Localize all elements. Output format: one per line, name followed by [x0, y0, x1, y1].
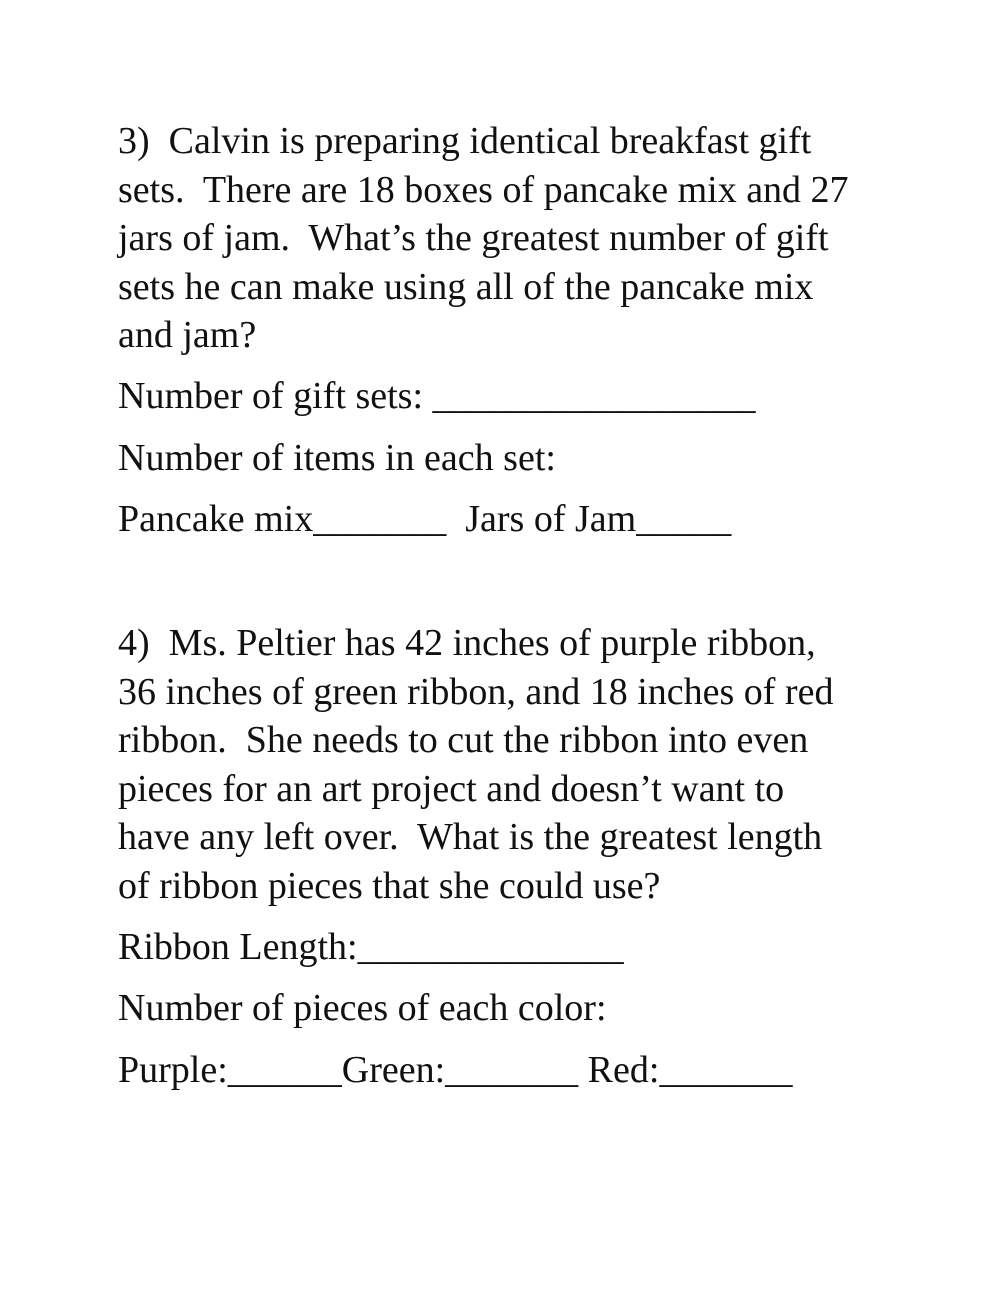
question-line: of ribbon pieces that she could use? [118, 864, 661, 907]
pieces-each-color-row [118, 984, 878, 1033]
red-label: Red: [578, 1048, 660, 1091]
green-label: Green: [341, 1048, 446, 1091]
question-line: 36 inches of green ribbon, and 18 inches of red [118, 670, 834, 713]
ribbon-length-row [118, 923, 878, 972]
color-pieces-row [118, 1046, 878, 1095]
ribbon-length-answer-blank[interactable]: ______________ [357, 925, 624, 968]
gift-sets-answer-blank[interactable]: _________________ [423, 374, 756, 417]
green-answer-blank[interactable]: _______ [445, 1048, 579, 1091]
gift-sets-label: Number of gift sets: [118, 374, 424, 417]
question-line: jars of jam. What’s the greatest number of gift [118, 217, 829, 260]
pancake-mix-label: Pancake mix [118, 498, 314, 541]
ribbon-length-label: Ribbon Length: [118, 925, 358, 968]
question-line: sets. There are 18 boxes of pancake mix and 27 [118, 168, 849, 211]
gift-sets-row [118, 372, 878, 421]
items-each-set-label: Number of items in each set: [118, 436, 556, 479]
problem-4-question [118, 619, 878, 911]
red-answer-blank[interactable]: _______ [659, 1048, 793, 1091]
problem-3 [118, 117, 878, 544]
question-line: sets he can make using all of the pancake mix [118, 265, 814, 308]
jars-of-jam-label: Jars of Jam [446, 498, 637, 541]
items-each-set-row [118, 434, 878, 483]
problem-3-question [118, 117, 878, 360]
question-line: 4) Ms. Peltier has 42 inches of purple ribbon, [118, 622, 816, 664]
question-line: pieces for an art project and doesn’t want to [118, 767, 785, 810]
purple-label: Purple: [118, 1048, 228, 1091]
question-line: have any left over. What is the greatest length [118, 816, 823, 859]
pieces-each-color-label: Number of pieces of each color: [118, 987, 607, 1030]
purple-answer-blank[interactable]: ______ [227, 1048, 342, 1091]
pancake-jam-row [118, 495, 878, 544]
question-line: and jam? [118, 314, 257, 357]
pancake-mix-answer-blank[interactable]: _______ [313, 498, 447, 541]
problem-4 [118, 619, 878, 1094]
jars-of-jam-answer-blank[interactable]: _____ [636, 498, 732, 541]
question-line: ribbon. She needs to cut the ribbon into even [118, 719, 809, 762]
question-line: 3) Calvin is preparing identical breakfast gift [118, 120, 812, 162]
